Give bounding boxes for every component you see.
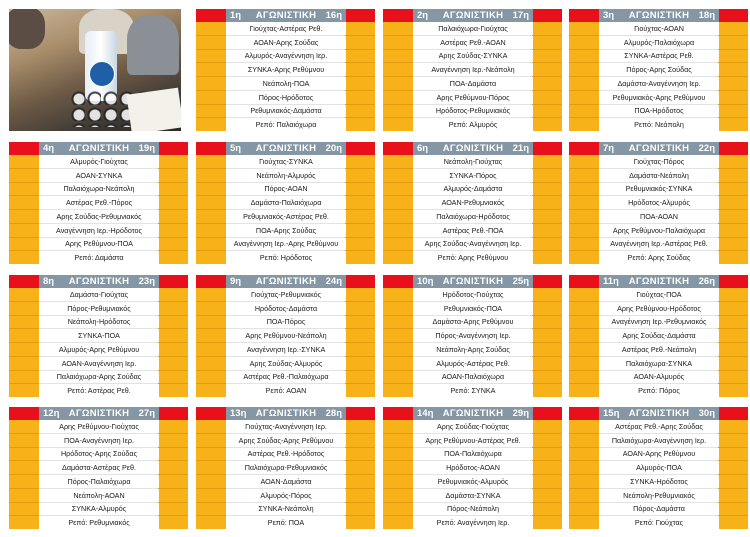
round-body <box>196 155 375 264</box>
match-row: Νεάπολη-Γιούχτας <box>443 156 503 166</box>
match-list <box>599 155 719 264</box>
match-row: Αρης Ρεθύμνου-Πόρος <box>413 90 533 104</box>
score-column-right <box>158 155 188 264</box>
match-row: Νεάπολη-Αρης Σούδας <box>413 342 533 356</box>
round-header <box>196 142 375 155</box>
round-second-number: 27η <box>138 408 155 419</box>
match-row: Αστέρας Ρεθ.-Ηρόδοτος <box>226 447 346 461</box>
round-header <box>383 275 562 288</box>
round-body <box>383 155 562 264</box>
score-column-right <box>345 22 375 131</box>
match-row: Αρης Ρεθύμνου-Ηρόδοτος <box>599 301 719 315</box>
match-row: Ρεπό: ΠΟΑ <box>226 515 346 529</box>
round-label: ΑΓΩΝΙΣΤΙΚΗ <box>255 408 317 419</box>
match-row: Ρεπό: ΑΟΑΝ <box>226 383 346 397</box>
score-column-left <box>196 155 226 264</box>
round-second-number: 29η <box>512 408 529 419</box>
match-row: Παλαιόχωρα-ΣΥΝΚΑ <box>599 356 719 370</box>
round-body <box>569 22 748 131</box>
match-row: Δαμάστα-Γιούχτας <box>69 289 129 299</box>
match-row: Πόρος-Ρεθυμνιακός <box>39 301 159 315</box>
score-column-left <box>9 288 39 397</box>
round-first-number: 3η <box>603 10 615 21</box>
round-card <box>569 142 748 264</box>
match-row: Αρης Σούδας-Δαμάστα <box>599 328 719 342</box>
round-second-number: 25η <box>512 276 529 287</box>
match-row: Αστέρας Ρεθ.-Νεάπολη <box>599 342 719 356</box>
match-row: Αρης Ρεθύμνου-Νεάπολη <box>226 328 346 342</box>
match-row: ΠΟΑ-Αναγέννηση Ιερ. <box>39 433 159 447</box>
match-row: Αρης Σούδας-Γιούχτας <box>436 421 510 431</box>
round-header <box>383 142 562 155</box>
match-row: Ρεπό: Δαμάστα <box>39 250 159 264</box>
match-row: Γιούχτας-Αστέρας Ρεθ. <box>249 23 323 33</box>
match-row: Ρεπό: Αστέρας Ρεθ. <box>39 383 159 397</box>
round-second-number: 24η <box>325 276 342 287</box>
match-row: Πόρος-ΑΟΑΝ <box>226 182 346 196</box>
round-card <box>9 275 188 397</box>
round-body <box>9 155 188 264</box>
match-row: Ρεθυμνιακός-ΣΥΝΚΑ <box>599 182 719 196</box>
match-row: Αλμυρός-ΠΟΑ <box>599 460 719 474</box>
round-card <box>196 142 375 264</box>
match-row: Αναγέννηση Ιερ.-ΣΥΝΚΑ <box>226 342 346 356</box>
match-row: Αστέρας Ρεθ.-Αρης Σούδας <box>615 421 703 431</box>
round-second-number: 28η <box>325 408 342 419</box>
match-row: ΑΟΑΝ-Αλμυρός <box>599 370 719 384</box>
score-column-right <box>718 155 748 264</box>
score-column-left <box>569 155 599 264</box>
match-row: Δαμάστα-ΣΥΝΚΑ <box>413 488 533 502</box>
match-row: Δαμάστα-Αστέρας Ρεθ. <box>39 460 159 474</box>
match-row: Παλαιόχωρα-Ρεθυμνιακός <box>226 460 346 474</box>
round-header <box>569 407 748 420</box>
match-row: ΑΟΑΝ-Δαμάστα <box>226 474 346 488</box>
round-body <box>569 420 748 529</box>
match-row: Αλμυρός-Γιούχτας <box>70 156 128 166</box>
match-row: Νεάπολη-ΑΟΑΝ <box>39 488 159 502</box>
round-second-number: 18η <box>698 10 715 21</box>
round-first-number: 15η <box>603 408 620 419</box>
match-list <box>599 288 719 397</box>
match-row: Πόρος-Αναγέννηση Ιερ. <box>413 328 533 342</box>
match-row: Δαμάστα-Νεάπολη <box>599 168 719 182</box>
match-row: Αρης Ρεθύμνου-Παλαιόχωρα <box>599 223 719 237</box>
match-row: Νεάπολη-ΠΟΑ <box>226 76 346 90</box>
score-column-right <box>345 155 375 264</box>
score-column-right <box>345 420 375 529</box>
round-label: ΑΓΩΝΙΣΤΙΚΗ <box>442 408 504 419</box>
round-header <box>569 275 748 288</box>
match-list <box>413 155 533 264</box>
round-header <box>9 275 188 288</box>
score-column-left <box>569 22 599 131</box>
match-row: Νεάπολη-Αλμυρός <box>226 168 346 182</box>
round-second-number: 23η <box>138 276 155 287</box>
match-list <box>599 420 719 529</box>
match-row: Ρεπό: Παλαιόχωρα <box>226 117 346 131</box>
round-body <box>383 288 562 397</box>
federation-logo-icon <box>89 61 115 87</box>
score-column-left <box>569 420 599 529</box>
match-list <box>413 420 533 529</box>
round-label: ΑΓΩΝΙΣΤΙΚΗ <box>442 143 504 154</box>
round-body <box>196 420 375 529</box>
round-label: ΑΓΩΝΙΣΤΙΚΗ <box>442 10 504 21</box>
round-second-number: 20η <box>325 143 342 154</box>
score-column-right <box>532 288 562 397</box>
round-label: ΑΓΩΝΙΣΤΙΚΗ <box>255 276 317 287</box>
round-first-number: 11η <box>603 276 619 287</box>
round-label: ΑΓΩΝΙΣΤΙΚΗ <box>628 143 690 154</box>
round-body <box>9 288 188 397</box>
match-list <box>599 22 719 131</box>
match-row: Αρης Σούδας-Αλμυρός <box>226 356 346 370</box>
match-row: Ρεπό: Αναγέννηση Ιερ. <box>413 515 533 529</box>
match-row: Ρεπό: ΣΥΝΚΑ <box>413 383 533 397</box>
match-row: Αλμυρός-Αρης Ρεθύμνου <box>39 342 159 356</box>
match-row: ΠΟΑ-Αρης Σούδας <box>226 223 346 237</box>
match-row: Πόρος-Δαμάστα <box>599 502 719 516</box>
match-row: Νεάπολη-Ηρόδοτος <box>39 315 159 329</box>
score-column-right <box>532 155 562 264</box>
match-row: Αναγέννηση Ιερ.-Νεάπολη <box>413 62 533 76</box>
round-card <box>569 275 748 397</box>
match-row: Γιούχτας-Αναγέννηση Ιερ. <box>245 421 327 431</box>
score-column-left <box>196 288 226 397</box>
match-row: Αστέρας Ρεθ.-Πόρος <box>39 195 159 209</box>
match-row: Ρεπό: Γιούχτας <box>599 515 719 529</box>
match-row: Αστέρας Ρεθ.-ΑΟΑΝ <box>413 35 533 49</box>
match-row: Ηρόδοτος-Αρης Σούδας <box>39 447 159 461</box>
match-list <box>413 22 533 131</box>
score-column-left <box>383 420 413 529</box>
round-label: ΑΓΩΝΙΣΤΙΚΗ <box>68 143 130 154</box>
match-list <box>413 288 533 397</box>
match-row: Ρεπό: Νεάπολη <box>599 117 719 131</box>
match-row: Ρεπό: Αρης Ρεθύμνου <box>413 250 533 264</box>
match-row: ΠΟΑ-ΑΟΑΝ <box>599 209 719 223</box>
round-card <box>383 275 562 397</box>
round-body <box>383 420 562 529</box>
round-first-number: 4η <box>43 143 55 154</box>
round-body <box>383 22 562 131</box>
round-header <box>569 142 748 155</box>
match-row: Γιούχτας-ΑΟΑΝ <box>634 23 684 33</box>
match-row: Αρης Σούδας-Ρεθυμνιακός <box>39 209 159 223</box>
match-row: Ρεθυμνιακός-Αλμυρός <box>413 474 533 488</box>
match-row: Αλμυρός-Αναγέννηση Ιερ. <box>226 49 346 63</box>
round-card <box>383 9 562 131</box>
match-row: ΣΥΝΚΑ-Πόρος <box>413 168 533 182</box>
match-list <box>39 288 159 397</box>
match-row: Αναγέννηση Ιερ.-Ηρόδοτος <box>39 223 159 237</box>
score-column-right <box>718 22 748 131</box>
round-body <box>569 155 748 264</box>
match-row: Ηρόδοτος-Γιούχτας <box>442 289 504 299</box>
match-row: Ηρόδοτος-Ρεθυμνιακός <box>413 104 533 118</box>
score-column-right <box>158 420 188 529</box>
match-row: Ρεθυμνιακός-Δαμάστα <box>226 104 346 118</box>
match-row: ΣΥΝΚΑ-Αστέρας Ρεθ. <box>599 49 719 63</box>
match-row: ΣΥΝΚΑ-Ηρόδοτος <box>599 474 719 488</box>
match-list <box>226 22 346 131</box>
round-card <box>383 142 562 264</box>
score-column-right <box>345 288 375 397</box>
round-first-number: 7η <box>603 143 615 154</box>
score-column-left <box>569 288 599 397</box>
match-row: Αρης Σούδας-Αναγέννηση Ιερ. <box>413 237 533 251</box>
round-body <box>9 420 188 529</box>
match-row: Πόρος-Αρης Σούδας <box>599 62 719 76</box>
match-row: Αρης Ρεθύμνου-ΠΟΑ <box>39 237 159 251</box>
round-header <box>383 407 562 420</box>
match-row: Πόρος-Ηρόδοτος <box>226 90 346 104</box>
score-column-right <box>532 420 562 529</box>
round-header <box>569 9 748 22</box>
match-row: Ηρόδοτος-Αλμυρός <box>599 195 719 209</box>
round-card <box>383 407 562 529</box>
round-header <box>9 142 188 155</box>
match-row: Αναγέννηση Ιερ.-Αρης Ρεθύμνου <box>226 237 346 251</box>
match-row: Γιούχτας-ΠΟΑ <box>636 289 682 299</box>
round-second-number: 19η <box>138 143 155 154</box>
match-row: ΣΥΝΚΑ-Νεάπολη <box>226 502 346 516</box>
match-row: Παλαιόχωρα-Νεάπολη <box>39 182 159 196</box>
match-row: Αλμυρός-Παλαιόχωρα <box>599 35 719 49</box>
match-row: ΑΟΑΝ-ΣΥΝΚΑ <box>39 168 159 182</box>
match-row: Ρεθυμνιακός-Αρης Ρεθύμνου <box>599 90 719 104</box>
match-row: ΑΟΑΝ-Ρεθυμνιακός <box>413 195 533 209</box>
match-row: Αναγέννηση Ιερ.-Αστέρας Ρεθ. <box>599 237 719 251</box>
match-row: Αστέρας Ρεθ.-ΠΟΑ <box>413 223 533 237</box>
round-second-number: 17η <box>512 10 529 21</box>
match-row: Ρεπό: Αλμυρός <box>413 117 533 131</box>
round-label: ΑΓΩΝΙΣΤΙΚΗ <box>255 143 317 154</box>
round-header <box>196 9 375 22</box>
score-column-right <box>158 288 188 397</box>
round-first-number: 13η <box>230 408 247 419</box>
match-row: ΑΟΑΝ-Αρης Σούδας <box>226 35 346 49</box>
match-list <box>39 155 159 264</box>
score-column-right <box>532 22 562 131</box>
round-second-number: 21η <box>512 143 529 154</box>
round-header <box>196 407 375 420</box>
match-row: ΠΟΑ-Πόρος <box>226 315 346 329</box>
match-row: Παλαιόχωρα-Αρης Σούδας <box>39 370 159 384</box>
match-row: Παλαιόχωρα-Ηρόδοτος <box>413 209 533 223</box>
round-second-number: 22η <box>698 143 715 154</box>
match-row: Ρεθυμνιακός-ΠΟΑ <box>413 301 533 315</box>
match-row: Δαμάστα-Αναγέννηση Ιερ. <box>599 76 719 90</box>
match-list <box>39 420 159 529</box>
match-row: Αλμυρός-Πόρος <box>226 488 346 502</box>
match-row: Πόρος-Παλαιόχωρα <box>39 474 159 488</box>
round-label: ΑΓΩΝΙΣΤΙΚΗ <box>68 276 130 287</box>
match-row: Πόρος-Νεάπολη <box>413 502 533 516</box>
match-row: Παλαιόχωρα-Αναγέννηση Ιερ. <box>599 433 719 447</box>
match-row: Ρεπό: Πόρος <box>599 383 719 397</box>
match-row: Ρεπό: Αρης Σούδας <box>599 250 719 264</box>
match-row: Ηρόδοτος-ΑΟΑΝ <box>413 460 533 474</box>
round-card <box>9 407 188 529</box>
score-column-left <box>196 22 226 131</box>
match-row: Γιούχτας-Πόρος <box>633 156 685 166</box>
match-row: ΣΥΝΚΑ-ΠΟΑ <box>39 328 159 342</box>
round-first-number: 6η <box>417 143 429 154</box>
score-column-left <box>196 420 226 529</box>
round-label: ΑΓΩΝΙΣΤΙΚΗ <box>255 10 317 21</box>
round-card <box>9 142 188 264</box>
match-row: ΠΟΑ-Δαμάστα <box>413 76 533 90</box>
round-first-number: 14η <box>417 408 434 419</box>
match-row: Δαμάστα-Αρης Ρεθύμνου <box>413 315 533 329</box>
match-row: ΠΟΑ-Παλαιόχωρα <box>413 447 533 461</box>
score-column-right <box>718 288 748 397</box>
match-row: Γιούχτας-ΣΥΝΚΑ <box>259 156 313 166</box>
round-body <box>196 288 375 397</box>
match-row: ΑΟΑΝ-Παλαιόχωρα <box>413 370 533 384</box>
round-label: ΑΓΩΝΙΣΤΙΚΗ <box>68 408 130 419</box>
round-first-number: 1η <box>230 10 242 21</box>
round-card <box>196 275 375 397</box>
round-label: ΑΓΩΝΙΣΤΙΚΗ <box>442 276 504 287</box>
match-row: Αναγέννηση Ιερ.-Ρεθυμνιακός <box>599 315 719 329</box>
match-row: ΑΟΑΝ-Αρης Ρεθύμνου <box>599 447 719 461</box>
match-list <box>226 288 346 397</box>
score-column-left <box>9 420 39 529</box>
round-body <box>569 288 748 397</box>
match-row: ΑΟΑΝ-Αναγέννηση Ιερ. <box>39 356 159 370</box>
match-list <box>226 155 346 264</box>
round-body <box>196 22 375 131</box>
round-label: ΑΓΩΝΙΣΤΙΚΗ <box>628 276 690 287</box>
match-row: Νεάπολη-Ρεθυμνιακός <box>599 488 719 502</box>
match-row: Δαμάστα-Παλαιόχωρα <box>226 195 346 209</box>
match-row: Γιούχτας-Ρεθυμνιακός <box>250 289 322 299</box>
round-card <box>569 9 748 131</box>
score-column-left <box>383 288 413 397</box>
score-column-left <box>383 22 413 131</box>
match-row: Αρης Ρεθύμνου-Αστέρας Ρεθ. <box>413 433 533 447</box>
round-card <box>196 9 375 131</box>
round-second-number: 30η <box>698 408 715 419</box>
round-label: ΑΓΩΝΙΣΤΙΚΗ <box>628 10 690 21</box>
match-row: Ρεθυμνιακός-Αστέρας Ρεθ. <box>226 209 346 223</box>
match-row: ΣΥΝΚΑ-Αρης Ρεθύμνου <box>226 62 346 76</box>
round-first-number: 12η <box>43 408 60 419</box>
match-row: ΠΟΑ-Ηρόδοτος <box>599 104 719 118</box>
match-row: Ρεπό: Ηρόδοτος <box>226 250 346 264</box>
score-column-right <box>718 420 748 529</box>
match-row: Παλαιόχωρα-Γιούχτας <box>438 23 508 33</box>
match-row: ΣΥΝΚΑ-Αλμυρός <box>39 502 159 516</box>
round-card <box>569 407 748 529</box>
match-row: Αστέρας Ρεθ.-Παλαιόχωρα <box>226 370 346 384</box>
score-column-left <box>9 155 39 264</box>
round-header <box>383 9 562 22</box>
meeting-photo <box>9 9 181 131</box>
round-first-number: 9η <box>230 276 242 287</box>
round-label: ΑΓΩΝΙΣΤΙΚΗ <box>628 408 690 419</box>
round-first-number: 10η <box>417 276 434 287</box>
round-first-number: 8η <box>43 276 55 287</box>
round-header <box>9 407 188 420</box>
round-second-number: 26η <box>698 276 715 287</box>
match-row: Αλμυρός-Δαμάστα <box>413 182 533 196</box>
round-header <box>196 275 375 288</box>
match-row: Αρης Σούδας-Αρης Ρεθύμνου <box>226 433 346 447</box>
round-first-number: 5η <box>230 143 242 154</box>
match-row: Ηρόδοτος-Δαμάστα <box>226 301 346 315</box>
match-row: Αρης Ρεθύμνου-Γιούχτας <box>59 421 139 431</box>
round-card <box>196 407 375 529</box>
match-row: Αλμυρός-Αστέρας Ρεθ. <box>413 356 533 370</box>
match-row: Ρεπό: Ρεθυμνιακός <box>39 515 159 529</box>
match-row: Αρης Σούδας-ΣΥΝΚΑ <box>413 49 533 63</box>
match-list <box>226 420 346 529</box>
round-first-number: 2η <box>417 10 429 21</box>
round-second-number: 16η <box>325 10 342 21</box>
score-column-left <box>383 155 413 264</box>
